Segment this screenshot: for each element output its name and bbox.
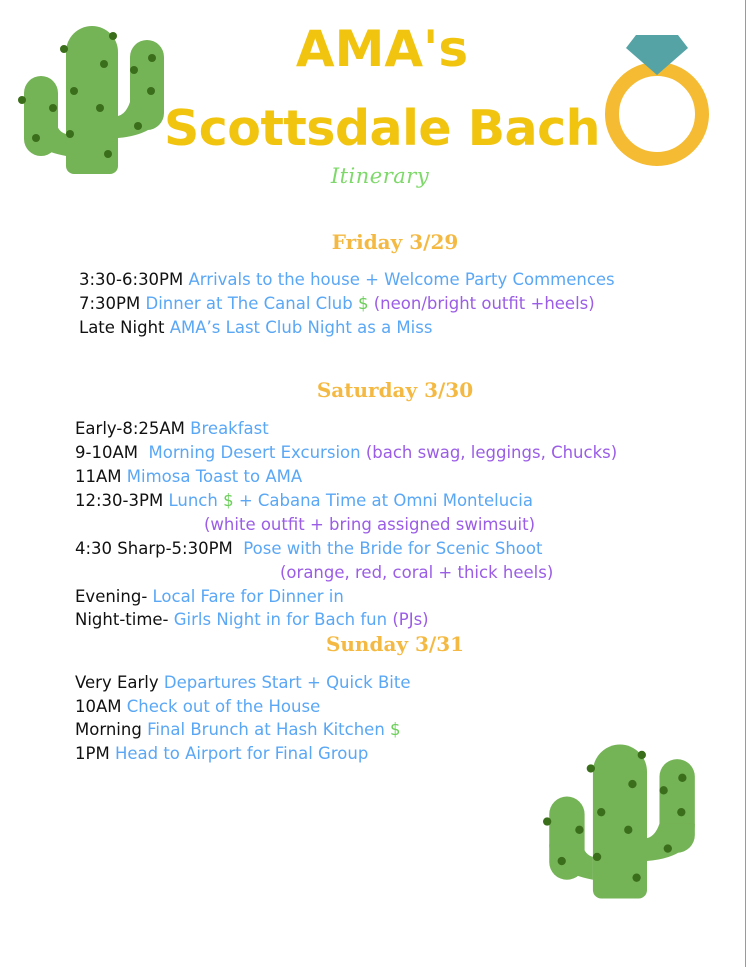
- item-time: 3:30-6:30PM: [79, 270, 184, 289]
- item-activity: Final Brunch at Hash Kitchen: [147, 720, 385, 739]
- itinerary-item: [75, 539, 542, 559]
- itinerary-item: [75, 697, 320, 717]
- item-activity: AMA’s Last Club Night as a Miss: [169, 318, 433, 337]
- item-time: Early-8:25AM: [75, 419, 185, 438]
- item-activity: Dinner at The Canal Club: [145, 294, 353, 313]
- item-time: 11AM: [75, 467, 122, 486]
- item-activity: Departures Start + Quick Bite: [163, 673, 411, 692]
- subtitle: Itinerary: [330, 164, 430, 188]
- item-time: 12:30-3PM: [75, 491, 164, 510]
- itinerary-item: [75, 491, 533, 511]
- item-time: Morning: [75, 720, 142, 739]
- item-time: Late Night: [79, 318, 165, 337]
- itinerary-item: [75, 720, 401, 740]
- cactus-icon: [543, 740, 699, 902]
- item-time: Evening-: [75, 587, 148, 606]
- day-heading-saturday: Saturday 3/30: [316, 378, 474, 402]
- itinerary-item: [75, 419, 269, 439]
- item-activity: Breakfast: [190, 419, 269, 438]
- itinerary-item: [75, 610, 429, 630]
- itinerary-item-note: [204, 515, 535, 535]
- item-activity: Arrivals to the house + Welcome Party Commences: [188, 270, 615, 289]
- itinerary-item: [75, 587, 344, 607]
- title-line-2: Scottsdale Bach: [163, 100, 601, 157]
- item-activity: Morning Desert Excursion: [148, 443, 361, 462]
- item-time: Very Early: [75, 673, 159, 692]
- itinerary-item: [75, 673, 411, 693]
- cost-dollar-sign: $: [390, 720, 401, 739]
- item-activity: Lunch: [168, 491, 218, 510]
- item-activity: Mimosa Toast to AMA: [126, 467, 303, 486]
- itinerary-item-note: [280, 563, 553, 583]
- itinerary-item: [79, 318, 432, 338]
- itinerary-item: [79, 270, 615, 290]
- item-note: (neon/bright outfit +heels): [373, 294, 595, 313]
- itinerary-item: [75, 467, 302, 487]
- item-time: 7:30PM: [79, 294, 141, 313]
- cost-dollar-sign: $: [357, 294, 369, 313]
- item-activity-continued: + Cabana Time at Omni Montelucia: [238, 491, 533, 510]
- item-activity: Local Fare for Dinner in: [152, 587, 344, 606]
- item-note: (PJs): [392, 610, 429, 629]
- itinerary-item: [75, 443, 617, 463]
- item-time: 10AM: [75, 697, 122, 716]
- item-activity: Check out of the House: [126, 697, 321, 716]
- item-time: 4:30 Sharp-5:30PM: [75, 539, 233, 558]
- item-note: (white outfit + bring assigned swimsuit): [204, 515, 536, 534]
- item-note: (bach swag, leggings, Chucks): [365, 443, 618, 462]
- cost-dollar-sign: $: [223, 491, 234, 510]
- item-activity: Pose with the Bride for Scenic Shoot: [243, 539, 543, 558]
- item-activity: Girls Night in for Bach fun: [173, 610, 388, 629]
- day-heading-friday: Friday 3/29: [331, 230, 459, 254]
- item-time: Night-time-: [75, 610, 169, 629]
- title-line-1: AMA's: [295, 20, 469, 78]
- item-time: 1PM: [75, 744, 110, 763]
- day-heading-sunday: Sunday 3/31: [325, 632, 465, 656]
- itinerary-item: [79, 294, 595, 314]
- item-note: (orange, red, coral + thick heels): [280, 563, 554, 582]
- item-time: 9-10AM: [75, 443, 138, 462]
- item-activity: Head to Airport for Final Group: [114, 744, 369, 763]
- itinerary-item: [75, 744, 368, 764]
